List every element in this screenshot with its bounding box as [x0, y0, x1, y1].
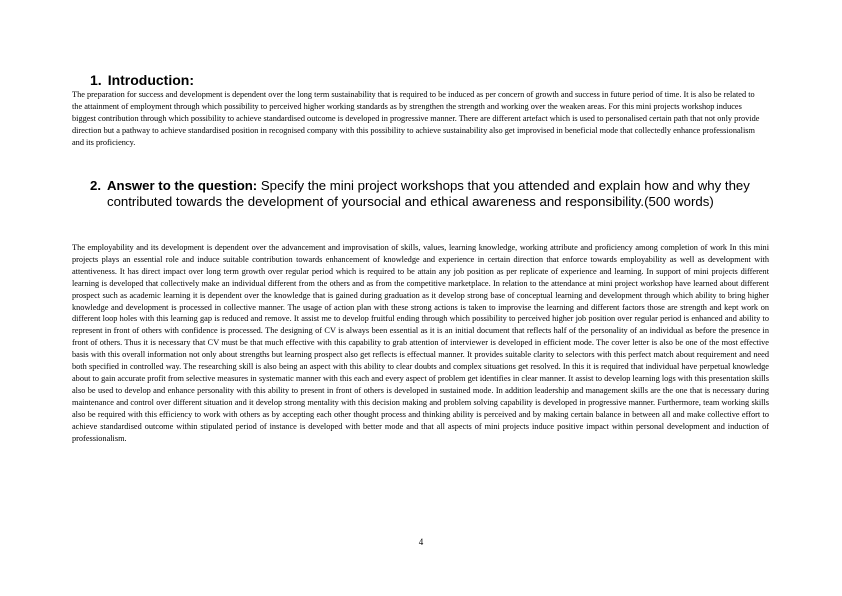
- section-2-question: Specify the mini project workshops that you attended and explain how and why they contributed towards the development of yoursocial and ethical awareness and responsibility.(500 words): [107, 178, 750, 209]
- section-2-heading-text: [107, 178, 780, 210]
- section-2-body: The employability and its development is dependent over the advancement and improvisation of skills, values, learning knowledge, working attribute and proficiency among completion of work In this mini projects plays an essential role and induce suitable contribution towards enhancement of knowledge and experience in certain direction that enforce towards employability as well as development with attentiveness. It has direct impact over long term growth over regular period which is required to be attain any job position as per replicate of experience and learning. In support of mini projects different learning is developed that collectively make an individual different from the others and as from the competitive marketplace. In relation to the attendance at mini project workshop have learned about different prospect such as academic learning it is dependent over the knowledge that is gained during graduation as it develop strong base of conceptual learning and development through which ability to bring higher knowledge and development is processed in collective manner. The usage of action plan with these strong actions is taken to improvise the learning and different factors those are strength and kept work on different loop holes with this learning gap is reduced and remove. It assist me to develop fruitful ending through which possibility to perceived higher job position over regular period is enhanced and ability to represent in front of others with confidence is processed. The designing of CV is always been essential as it is an initial document that reflects half of the personality of an individual as before the presence in front of others. Thus it is necessary that CV must be that much effective with this capability to grab attention of interviewer is developed in efficient mode. The cover letter is also be one of the most effective basis with this overall information not only about strengths but learning prospect also get reflects is effectual manner. It provides suitable clarity to selectors with this perfect match about requirement and need both specified in controlled way. The researching skill is also being an aspect with this ability to clear doubts and complex situations get resolved. In this it is required that individual have perpetual knowledge about to gain accurate profit from selective measures in systematic manner with this each and every aspect of problem get identifies in clear manner. It assist to develop learning logs with this presentation skills also be used to develop and enhance personality with this ability to present in front of others is developed in sustained mode. In addition leadership and management skills are the one that is necessary during maintenance and control over different situation and it develop strong mentality with this decision making and problem solving capability is developed in progressive manner. Furthermore, team working skills also be required with this efficiency to work with others as by accepting each other thought process and thinking ability is perceived and by making certain balance in between all and make collective effort to achieve standardised outcome within stipulated period of instance is developed with better mode and that all aspects of mini projects induce positive impact within personal development and induction of professionalism.: [72, 243, 769, 443]
- section-1-title: Introduction:: [107, 72, 194, 88]
- page-number: 4: [418, 537, 424, 547]
- section-2-title: Answer to the question:: [107, 178, 258, 193]
- section-2-heading: [90, 178, 780, 210]
- section-1-number: 1.: [90, 72, 102, 88]
- section-2-number: 2.: [90, 178, 101, 193]
- section-1-body: The preparation for success and development is dependent over the long term sustainability that is required to be induced as per concern of growth and success in future period of time. It is also be related to the attainment of employment through which possibility to perceived higher working standards as by strengthen the strength and working over the weaken areas. For this mini projects workshop induces biggest contribution through which possibility to achieve standardised outcome is developed in progressive manner. There are different artefact which is used to personalised certain path that not only provide direction but a pathway to achieve standardised position in recognised company with this possibility to achieve sustainability also get improvised in beneficial mode that collectedly enhance professionalism and its proficiency.: [72, 90, 760, 147]
- section-1-heading: [90, 72, 194, 88]
